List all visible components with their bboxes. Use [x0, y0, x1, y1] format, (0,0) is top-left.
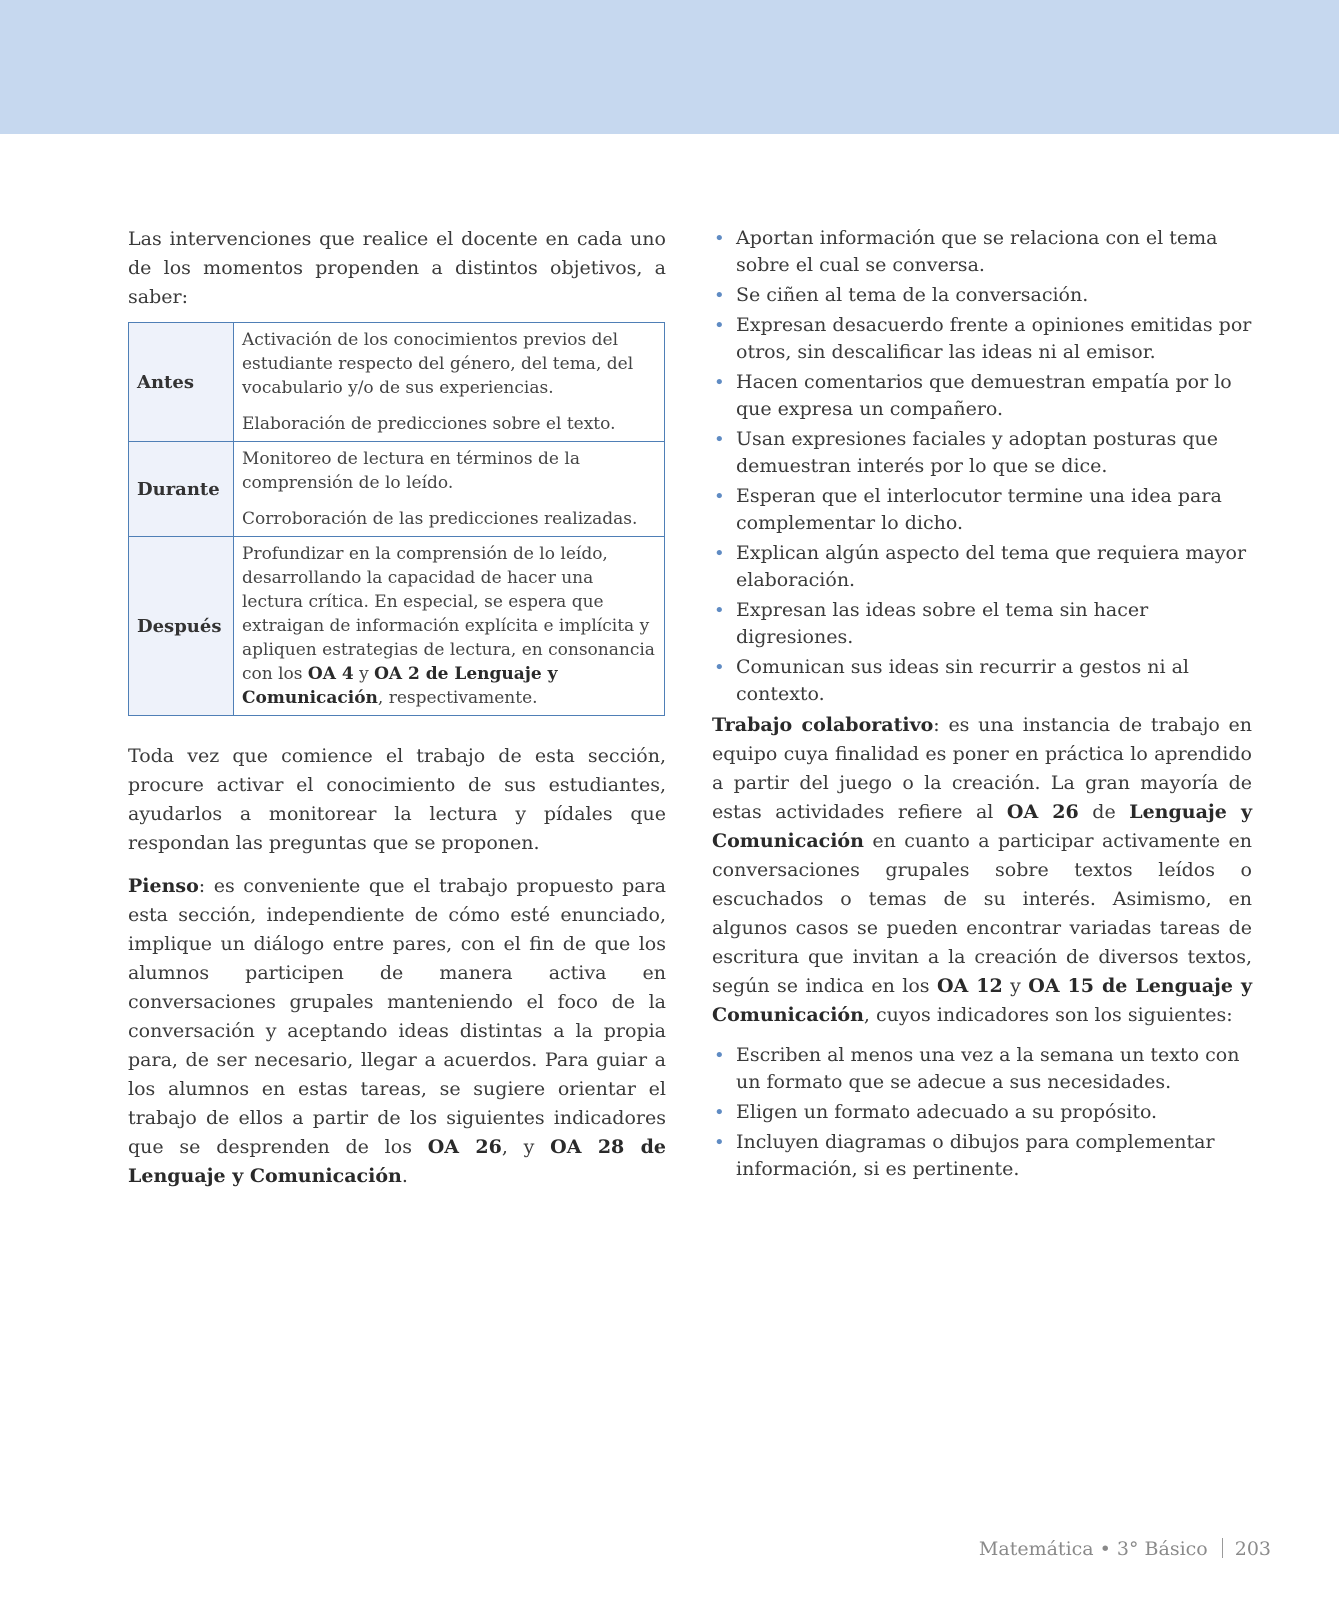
list-item: • Expresan las ideas sobre el tema sin hacer digresiones.: [712, 597, 1252, 651]
desc-antes: [234, 323, 665, 442]
paragraph-pienso: [128, 872, 666, 1191]
desc-despues-1: [242, 542, 656, 710]
stage-despues: Después: [129, 537, 234, 716]
desc-despues-text: Profundizar en la comprensión de lo leído, desarrollando la capacidad de hacer una lectura crítica. En especial, se espera que extraigan de información explícita e implícita y apliquen estrategias de lectura, en consonancia con los: [242, 544, 655, 684]
trabajo-y: y: [1002, 975, 1029, 997]
paragraph-activation: Toda vez que comience el trabajo de esta sección, procure activar el conocimiento de sus estudiantes, ayudarlos a monitorear la lectura y pídales que respondan las preguntas que se proponen.: [128, 745, 666, 854]
list-item: • Escriben al menos una vez a la semana un texto con un formato que se adecue a sus necesidades.: [712, 1042, 1252, 1096]
oa4-ref: OA 4: [307, 664, 354, 684]
table-row-despues: [129, 537, 665, 716]
oa26-ref-right: OA 26: [1006, 801, 1079, 823]
list-item: • Esperan que el interlocutor termine una idea para complementar lo dicho.: [712, 483, 1252, 537]
oa26-ref: OA 26: [427, 1136, 502, 1158]
trabajo-text-3: , cuyos indicadores son los siguientes:: [863, 1004, 1233, 1026]
desc-despues-end: , respectivamente.: [377, 688, 538, 708]
footer-subject: Matemática • 3° Básico: [978, 1538, 1208, 1560]
stage-durante: Durante: [129, 442, 234, 537]
trabajo-text-2: en cuanto a participar activamente en conversaciones grupales sobre textos leídos o escuchados o temas de su interés. Asimismo, en algunos casos se pueden encontrar variadas tareas de escritura que invitan a la creación de diversos textos, según se indica en los: [712, 830, 1252, 997]
pienso-term: Pienso: [128, 875, 199, 897]
indicator-list-conversation: [712, 225, 1252, 708]
list-item: • Usan expresiones faciales y adoptan posturas que demuestran interés por lo que se dice.: [712, 426, 1252, 480]
list-item: • Aportan información que se relaciona con el tema sobre el cual se conversa.: [712, 225, 1252, 279]
desc-despues: [234, 537, 665, 716]
list-item: • Expresan desacuerdo frente a opiniones emitidas por otros, sin descalificar las ideas ni al emisor.: [712, 312, 1252, 366]
oa15-ref: OA 15 de Lenguaje y Comunicación: [712, 975, 1252, 1026]
left-column: [128, 225, 666, 1191]
footer-divider: [1222, 1538, 1223, 1558]
list-item: • Se ciñen al tema de la conversación.: [712, 282, 1252, 309]
desc-antes-2: Elaboración de predicciones sobre el texto.: [242, 414, 616, 434]
list-item: • Incluyen diagramas o dibujos para complementar información, si es pertinente.: [712, 1129, 1252, 1183]
oa28-ref: OA 28 de Lenguaje y Comunicación: [128, 1136, 666, 1187]
desc-durante-2: Corroboración de las predicciones realizadas.: [242, 509, 638, 529]
page-number: 203: [1234, 1538, 1271, 1560]
right-column: [712, 225, 1252, 1186]
indicator-list-writing: [712, 1042, 1252, 1183]
header-band: [0, 0, 1339, 134]
oa2-ref: OA 2 de Lenguaje y Comunicación: [242, 664, 558, 708]
page-footer: [979, 1538, 1271, 1560]
table-row-antes: [129, 323, 665, 442]
stage-antes: Antes: [129, 323, 234, 442]
reading-moments-table: [128, 322, 665, 716]
list-item: • Explican algún aspecto del tema que requiera mayor elaboración.: [712, 540, 1252, 594]
desc-durante-1: Monitoreo de lectura en términos de la comprensión de lo leído.: [242, 449, 580, 493]
lyc-ref: Lenguaje y Comunicación: [712, 801, 1252, 852]
pienso-text: : es conveniente que el trabajo propuesto para esta sección, independiente de cómo esté enunciado, implique un diálogo entre pares, con el fin de que los alumnos participen de manera activa en conversaciones grupales manteniendo el foco de la conversación y aceptando ideas distintas a la propia para, de ser necesario, llegar a acuerdos. Para guiar a los alumnos en estas tareas, se sugiere orientar el trabajo de ellos a partir de los siguientes indicadores que se desprenden de los: [128, 875, 666, 1158]
desc-despues-y: y: [353, 664, 375, 684]
table-row-durante: [129, 442, 665, 537]
list-item: • Hacen comentarios que demuestran empatía por lo que expresa un compañero.: [712, 369, 1252, 423]
desc-durante: [234, 442, 665, 537]
pienso-end: .: [401, 1165, 408, 1187]
oa12-ref: OA 12: [936, 975, 1003, 997]
list-item: • Comunican sus ideas sin recurrir a gestos ni al contexto.: [712, 654, 1252, 708]
paragraph-trabajo-colaborativo: [712, 711, 1252, 1030]
trabajo-term: Trabajo colaborativo: [712, 714, 934, 736]
trabajo-de: de: [1078, 801, 1130, 823]
list-item: • Eligen un formato adecuado a su propósito.: [712, 1099, 1252, 1126]
pienso-mid: , y: [501, 1136, 551, 1158]
desc-antes-1: Activación de los conocimientos previos del estudiante respecto del género, del tema, del vocabulario y/o de sus experiencias.: [242, 330, 634, 398]
trabajo-text-1: : es una instancia de trabajo en equipo cuya finalidad es poner en práctica lo aprendido a partir del juego o la creación. La gran mayoría de estas actividades refiere al: [712, 714, 1252, 823]
intro-paragraph: Las intervenciones que realice el docente en cada uno de los momentos propenden a distintos objetivos, a saber:: [128, 228, 666, 308]
